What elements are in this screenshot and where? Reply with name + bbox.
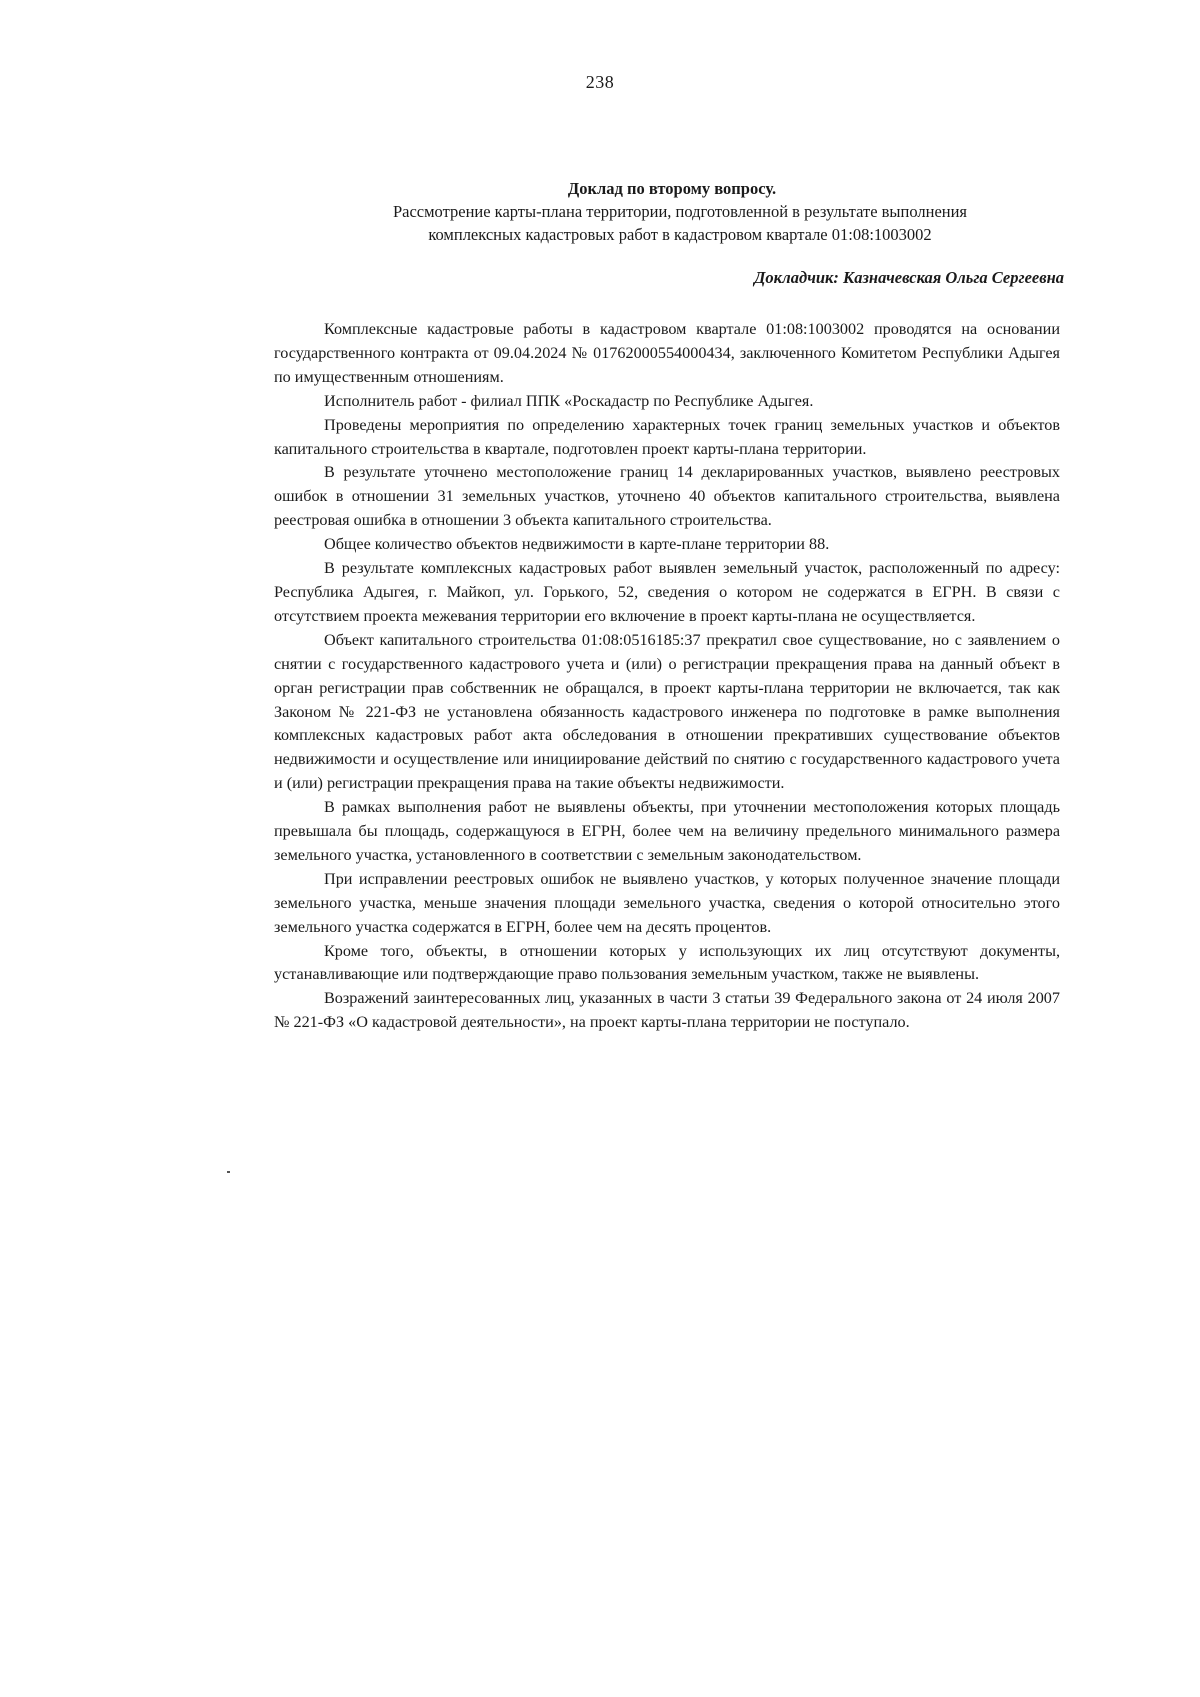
paragraph-measures: Проведены мероприятия по определению характерных точек границ земельных участков и объектов капитального строительства в квартале, подготовлен проект карты-плана территории. [274, 415, 1060, 458]
paragraph-total-objects: Общее количество объектов недвижимости в карте-плане территории 88. [324, 535, 830, 554]
report-subtitle-line-1: Рассмотрение карты-плана территории, подготовленной в результате выполнения [392, 202, 968, 221]
report-heading [300, 178, 1060, 246]
paragraph-registry-errors: При исправлении реестровых ошибок не выявлено участков, у которых полученное значение площади земельного участка, меньше значения площади земельного участка, сведения о которой относительно этого земельного участка содержатся в ЕГРН, более чем на десять процентов. [274, 869, 1060, 936]
scan-speck [227, 1171, 230, 1173]
report-title: Доклад по второму вопросу. [567, 179, 777, 198]
paragraph-ceased-object: Объект капитального строительства 01:08:0516185:37 прекратил свое существование, но с заявлением о снятии с государственного кадастрового учета и (или) о регистрации прекращения права на данный объект в орган регистрации прав собственник не обращался, в проект карты-плана территории не включается, так как Законом № 221-ФЗ не установлена обязанность кадастрового инженера по подготовке в рамке выполнения комплексных кадастровых работ акта обследования в отношении прекративших существование объектов недвижимости и осуществление или инициирование действий по снятию с государственного кадастрового учета и (или) регистрации прекращения права на такие объекты недвижимости. [274, 630, 1060, 793]
paragraph-contractor: Исполнитель работ - филиал ППК «Роскадастр по Республике Адыгея. [324, 391, 814, 410]
paragraph-area-excess: В рамках выполнения работ не выявлены объекты, при уточнении местоположения которых площадь превышала бы площадь, содержащуюся в ЕГРН, более чем на величину предельного минимального размера земельного участка, установленного в соответствии с земельным законодательством. [274, 798, 1060, 864]
report-subtitle-line-2: комплексных кадастровых работ в кадастровом квартале 01:08:1003002 [428, 225, 932, 244]
paragraph-missing-documents: Кроме того, объекты, в отношении которых у использующих их лиц отсутствуют документы, устанавливающие или подтверждающие право пользования земельным участком, также не выявлены. [274, 941, 1060, 984]
paragraph-results: В результате уточнено местоположение границ 14 декларированных участков, выявлено реестровых ошибок в отношении 31 земельных участков, уточнено 40 объектов капитального строительства, выявлена реестровая ошибка в отношении 3 объекта капитального строительства. [274, 463, 1060, 530]
page-number: 238 [585, 72, 615, 92]
speaker-line: Докладчик: Казначевская Ольга Сергеевна [754, 268, 1064, 287]
paragraph-objections: Возражений заинтересованных лиц, указанных в части 3 статьи 39 Федерального закона от 24 июля 2007 № 221-ФЗ «О кадастровой деятельности», на проект карты-плана территории не поступало. [274, 989, 1060, 1032]
paragraph-identified-parcel: В результате комплексных кадастровых работ выявлен земельный участок, расположенный по адресу: Республика Адыгея, г. Майкоп, ул. Горького, 52, сведения о котором не содержатся в ЕГРН. В связи с отсутствием проекта межевания территории его включение в проект карты-плана не осуществляется. [274, 559, 1060, 625]
paragraph-contract: Комплексные кадастровые работы в кадастровом квартале 01:08:1003002 проводятся на основании государственного контракта от 09.04.2024 № 01762000554000434, заключенного Комитетом Республики Адыгея по имущественным отношениям. [274, 320, 1060, 386]
report-body [274, 318, 1060, 1035]
